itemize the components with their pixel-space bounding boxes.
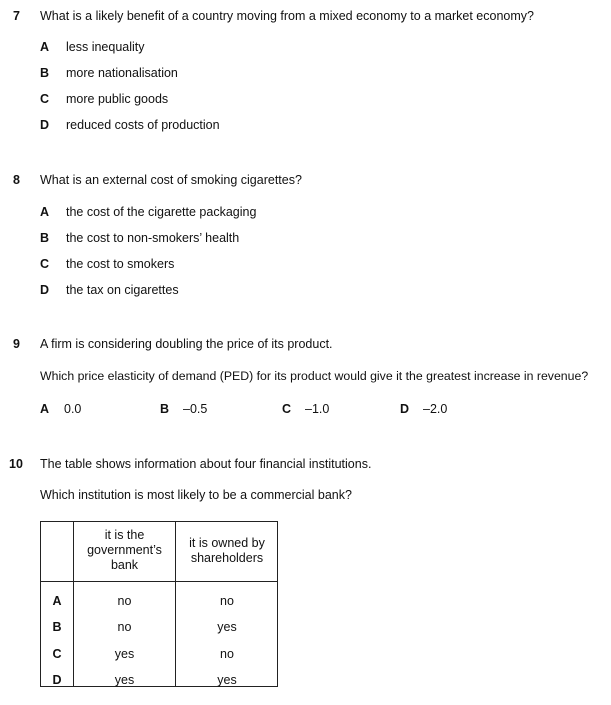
question-number: 9: [13, 337, 20, 351]
institutions-table: [40, 521, 278, 687]
question-number: 10: [9, 457, 23, 471]
option-text: less inequality: [66, 40, 145, 54]
option-text: more public goods: [66, 92, 169, 106]
option-letter: A: [40, 40, 50, 54]
option-letter: B: [160, 402, 170, 416]
question-number: 8: [13, 173, 20, 187]
table-cell: no: [117, 594, 132, 608]
option-letter: D: [400, 402, 410, 416]
option-letter: C: [40, 257, 50, 271]
table-cell: no: [220, 594, 234, 608]
question-number: 7: [13, 9, 20, 23]
option-text: reduced costs of production: [66, 118, 220, 132]
table-divider: [41, 581, 277, 582]
option-letter: C: [40, 92, 50, 106]
table-row-letter: D: [52, 673, 62, 687]
option-text: the cost to non-smokers’ health: [66, 231, 240, 245]
option-text: –1.0: [305, 402, 330, 416]
option-text: the tax on cigarettes: [66, 283, 179, 297]
question-text: What is a likely benefit of a country moving from a mixed economy to a market economy?: [40, 9, 534, 23]
option-letter: A: [40, 402, 50, 416]
question-text-2: Which price elasticity of demand (PED) for its product would give it the greatest increase in revenue?: [40, 369, 589, 383]
option-text: –0.5: [183, 402, 208, 416]
table-header-government-bank: it is the government’s bank: [87, 528, 162, 572]
table-cell: no: [220, 647, 234, 661]
option-letter: C: [282, 402, 292, 416]
table-cell: no: [117, 620, 132, 634]
question-text: The table shows information about four financial institutions.: [40, 457, 372, 471]
question-text: A firm is considering doubling the price of its product.: [40, 337, 333, 351]
option-text: more nationalisation: [66, 66, 178, 80]
question-text-2: Which institution is most likely to be a commercial bank?: [40, 488, 352, 502]
option-letter: D: [40, 118, 50, 132]
option-text: the cost of the cigarette packaging: [66, 205, 257, 219]
table-cell: yes: [114, 673, 135, 687]
table-cell: yes: [217, 620, 237, 634]
table-cell: yes: [217, 673, 237, 687]
table-header-owned-by-shareholders: it is owned by shareholders: [189, 536, 265, 565]
table-row-letter: A: [52, 594, 62, 608]
question-text: What is an external cost of smoking cigarettes?: [40, 173, 302, 187]
option-letter: D: [40, 283, 50, 297]
option-text: 0.0: [64, 402, 82, 416]
table-row-letter: B: [52, 620, 62, 634]
option-text: the cost to smokers: [66, 257, 175, 271]
option-letter: B: [40, 66, 50, 80]
option-text: –2.0: [423, 402, 448, 416]
option-letter: A: [40, 205, 50, 219]
option-letter: B: [40, 231, 50, 245]
table-row-letter: C: [52, 647, 62, 661]
table-cell: yes: [114, 647, 135, 661]
